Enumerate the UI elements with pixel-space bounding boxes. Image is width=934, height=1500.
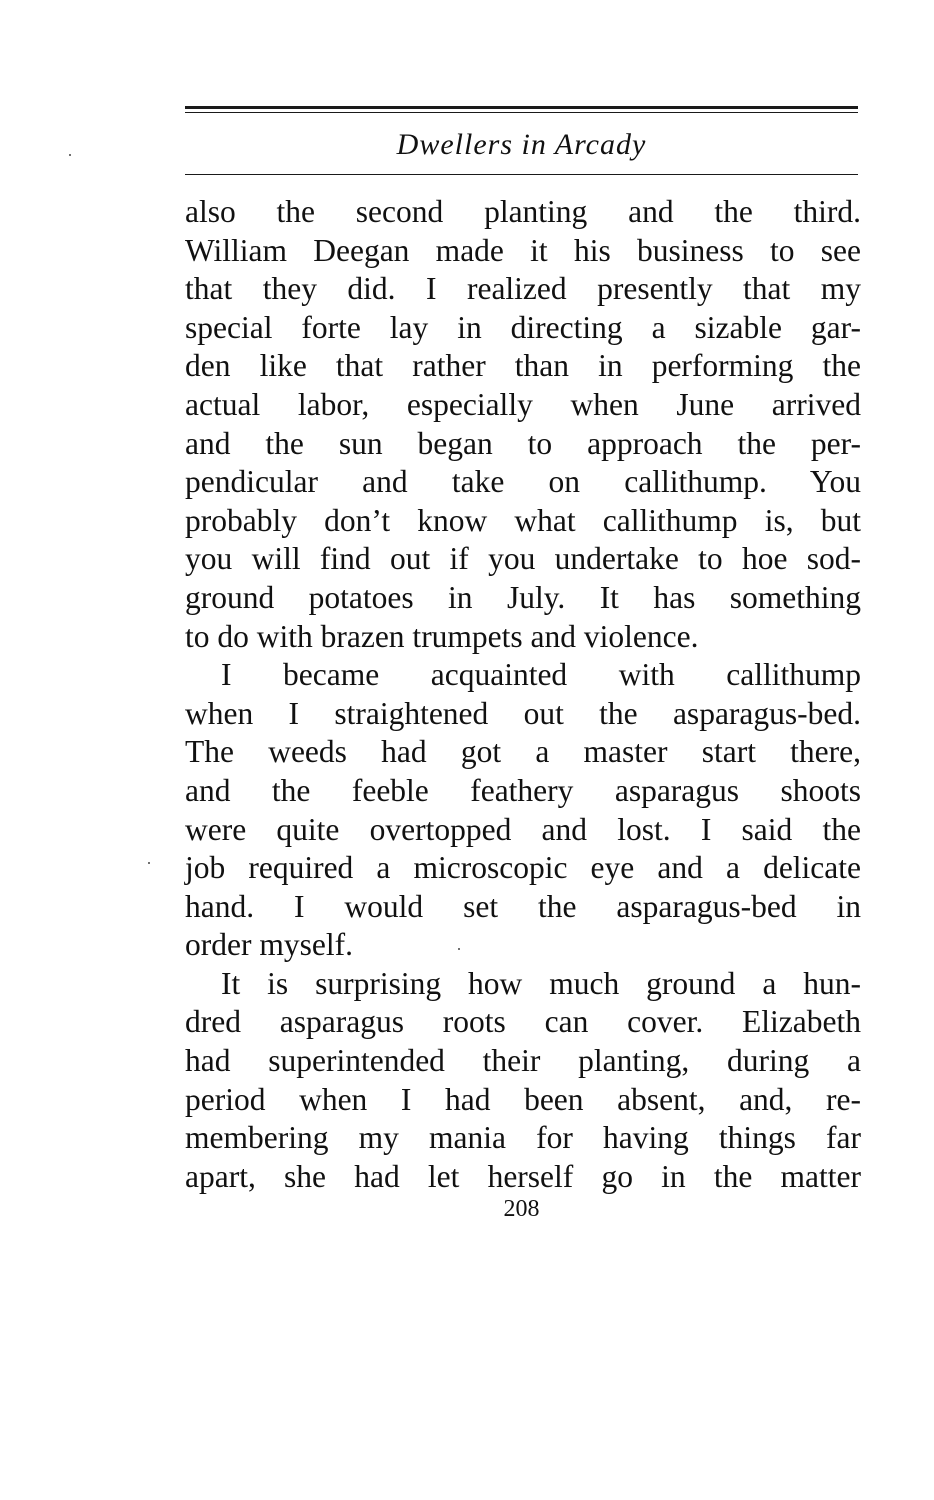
text-line: that they did. I realized presently that my <box>185 271 861 307</box>
text-line: order myself. <box>185 927 353 963</box>
text-line: den like that rather than in performing the <box>185 348 861 384</box>
text-line: membering my mania for having things far <box>185 1120 861 1156</box>
header-double-rule-bottom <box>185 112 858 113</box>
text-line: The weeds had got a master start there, <box>185 734 861 770</box>
text-line: hand. I would set the asparagus-bed in <box>185 888 861 924</box>
text-line: to do with brazen trumpets and violence. <box>185 618 699 654</box>
paper-speck <box>69 154 71 156</box>
page-number: 208 <box>503 1196 540 1222</box>
text-line: It is surprising how much ground a hun- <box>221 965 861 1001</box>
paper-speck <box>458 948 460 950</box>
text-line: and the feeble feathery asparagus shoots <box>185 772 861 808</box>
text-line: probably don’t know what callithump is, but <box>185 502 861 538</box>
text-line: apart, she had let herself go in the matter <box>185 1158 861 1194</box>
text-line: also the second planting and the third. <box>185 194 861 229</box>
text-line: had superintended their planting, during a <box>185 1043 861 1079</box>
text-line: period when I had been absent, and, re- <box>185 1081 861 1117</box>
running-head: Dwellers in Arcady <box>396 128 647 161</box>
header-underline-rule <box>185 174 858 175</box>
paper-speck <box>148 862 150 864</box>
text-line: dred asparagus roots can cover. Elizabeth <box>185 1004 861 1040</box>
text-line: special forte lay in directing a sizable gar- <box>185 309 861 345</box>
text-line: William Deegan made it his business to see <box>185 232 861 268</box>
text-line: job required a microscopic eye and a delicate <box>185 850 861 886</box>
text-line: pendicular and take on callithump. You <box>185 464 861 500</box>
text-line: ground potatoes in July. It has something <box>185 579 861 615</box>
text-line: I became acquainted with callithump <box>221 657 861 693</box>
text-line: actual labor, especially when June arrived <box>185 386 861 422</box>
body-text <box>185 193 861 1196</box>
header-double-rule-top <box>185 106 858 109</box>
text-line: and the sun began to approach the per- <box>185 425 861 461</box>
text-line: were quite overtopped and lost. I said the <box>185 811 861 847</box>
text-line: when I straightened out the asparagus-bed. <box>185 695 861 731</box>
text-line: you will find out if you undertake to hoe sod- <box>185 541 861 577</box>
